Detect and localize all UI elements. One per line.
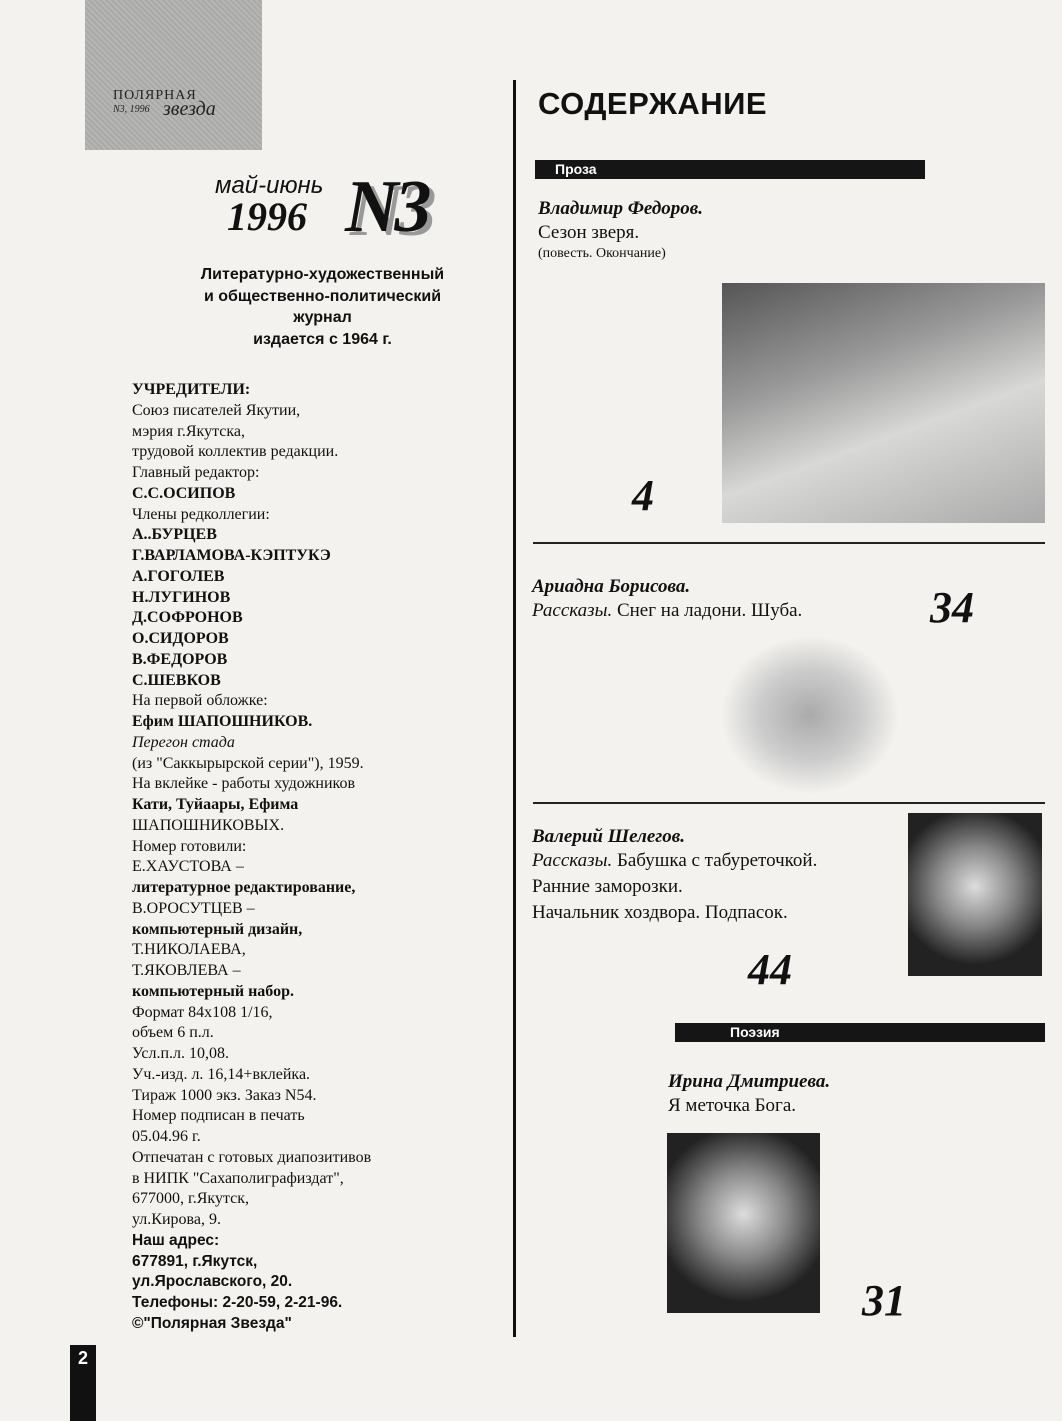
imprint-line: Главный редактор: [132, 464, 260, 481]
imprint-line: О.СИДОРОВ [132, 630, 229, 647]
imprint-line: Уч.-изд. л. 16,14+вклейка. [132, 1065, 311, 1083]
logo-text: ПОЛЯРНАЯ [113, 88, 197, 103]
imprint-line: На первой обложке: [132, 692, 268, 710]
imprint-line: В.ФЕДОРОВ [132, 650, 228, 668]
journal-description [150, 264, 495, 350]
toc-entry[interactable] [538, 198, 703, 262]
magazine-logo [85, 0, 262, 150]
issue-year: 1996 [227, 194, 307, 239]
imprint-line: Члены редколлегии: [132, 505, 270, 523]
entry-page: 34 [930, 583, 974, 632]
imprint-line: мэрия г.Якутска, [132, 422, 246, 440]
imprint-line: Г.ВАРЛАМОВА-КЭПТУКЭ [132, 547, 331, 564]
entry-title: Снег на ладони. Шуба. [616, 600, 803, 621]
imprint-line: Усл.п.л. 10,08. [132, 1045, 230, 1062]
toc-entry[interactable] [532, 576, 802, 624]
entry-page: 31 [862, 1276, 906, 1325]
entry-author: Ариадна Борисова. [532, 576, 691, 597]
imprint-line: ул.Кирова, 9. [132, 1211, 221, 1228]
subtitle-line: издается с 1964 г. [253, 330, 392, 348]
imprint-line: литературное редактирование, [132, 879, 356, 896]
imprint-line: Союз писателей Якутии, [132, 401, 301, 419]
imprint-line: компьютерный дизайн, [132, 920, 303, 938]
imprint-line: С.ШЕВКОВ [132, 671, 221, 689]
entry-title: Сезон зверя. [538, 222, 640, 243]
entry-title: Начальник хоздвора. Подпасок. [532, 902, 788, 923]
imprint-line: А..БУРЦЕВ [132, 526, 217, 544]
entry-title: Бабушка с табуреточкой. [616, 850, 818, 871]
entry-title: Я меточка Бога. [668, 1095, 797, 1116]
imprint-line: Перегон стада [132, 733, 235, 751]
imprint-line: С.С.ОСИПОВ [132, 484, 236, 502]
imprint-line: Отпечатан с готовых диапозитивов [132, 1148, 372, 1166]
sketch-illustration [720, 635, 900, 795]
imprint-line: объем 6 п.л. [132, 1024, 214, 1042]
imprint-line: Н.ЛУГИНОВ [132, 588, 231, 606]
imprint-line: В.ОРОСУТЦЕВ – [132, 899, 255, 917]
divider [533, 542, 1045, 544]
imprint-line: в НИПК "Сахаполиграфиздат", [132, 1169, 344, 1187]
entry-page: 44 [748, 945, 792, 994]
imprint-line: (из "Саккырырской серии"), 1959. [132, 754, 364, 772]
page-number: 2 [70, 1345, 96, 1421]
entry-note: (повесть. Окончание) [538, 246, 666, 261]
author-portrait [667, 1133, 820, 1313]
subtitle-line: Литературно-художественный [200, 266, 445, 283]
author-portrait [908, 813, 1042, 976]
imprint-line: 05.04.96 г. [132, 1128, 201, 1145]
entry-page: 4 [632, 471, 654, 520]
imprint-line: 677000, г.Якутск, [132, 1190, 250, 1208]
logo-issue: N3, 1996 [113, 104, 150, 115]
issue-number: N3 [345, 166, 428, 248]
imprint-line: ©"Полярная Звезда" [132, 1314, 292, 1332]
imprint-block [132, 380, 502, 1335]
imprint-line: ул.Ярославского, 20. [132, 1273, 293, 1291]
imprint-line: Т.ЯКОВЛЕВА – [132, 962, 241, 979]
imprint-line: Ефим ШАПОШНИКОВ. [132, 713, 313, 730]
column-divider [513, 80, 516, 1337]
imprint-line: А.ГОГОЛЕВ [132, 567, 225, 585]
imprint-line: Формат 84x108 1/16, [132, 1003, 273, 1021]
contents-heading: СОДЕРЖАНИЕ [538, 86, 768, 121]
entry-genre: Рассказы. [532, 850, 613, 871]
imprint-line: 677891, г.Якутск, [132, 1252, 258, 1270]
entry-author: Валерий Шелегов. [532, 826, 686, 847]
imprint-line: На вклейке - работы художников [132, 775, 356, 793]
divider [533, 802, 1045, 804]
imprint-line: Е.ХАУСТОВА – [132, 858, 244, 876]
entry-genre: Рассказы. [532, 600, 613, 621]
imprint-line: Кати, Туйаары, Ефима [132, 796, 299, 813]
issue-months: май-июнь [215, 172, 324, 199]
imprint-line: Тираж 1000 экз. Заказ N54. [132, 1086, 317, 1104]
imprint-line: трудовой коллектив редакции. [132, 443, 339, 461]
toc-entry[interactable] [532, 826, 817, 926]
imprint-line: ШАПОШНИКОВЫХ. [132, 816, 285, 834]
imprint-line: Номер подписан в печать [132, 1107, 305, 1125]
imprint-line: Т.НИКОЛАЕВА, [132, 941, 246, 959]
entry-author: Ирина Дмитриева. [668, 1071, 831, 1092]
imprint-line: Номер готовили: [132, 837, 247, 855]
logo-script: звезда [163, 98, 216, 120]
section-prose-bar: Проза [535, 160, 925, 179]
entry-author: Владимир Федоров. [538, 198, 704, 219]
imprint-line: Д.СОФРОНОВ [132, 609, 243, 627]
mountain-photo [722, 283, 1045, 523]
imprint-line: компьютерный набор. [132, 982, 294, 1000]
toc-entry[interactable] [668, 1071, 830, 1119]
imprint-line: Наш адрес: [132, 1231, 220, 1249]
subtitle-line: журнал [293, 309, 352, 326]
imprint-line: УЧРЕДИТЕЛИ: [132, 381, 251, 398]
subtitle-line: и общественно-политический [203, 287, 442, 305]
imprint-line: Телефоны: 2-20-59, 2-21-96. [132, 1294, 343, 1311]
entry-title: Ранние заморозки. [532, 876, 683, 897]
section-poetry-bar: Поэзия [675, 1023, 1045, 1042]
